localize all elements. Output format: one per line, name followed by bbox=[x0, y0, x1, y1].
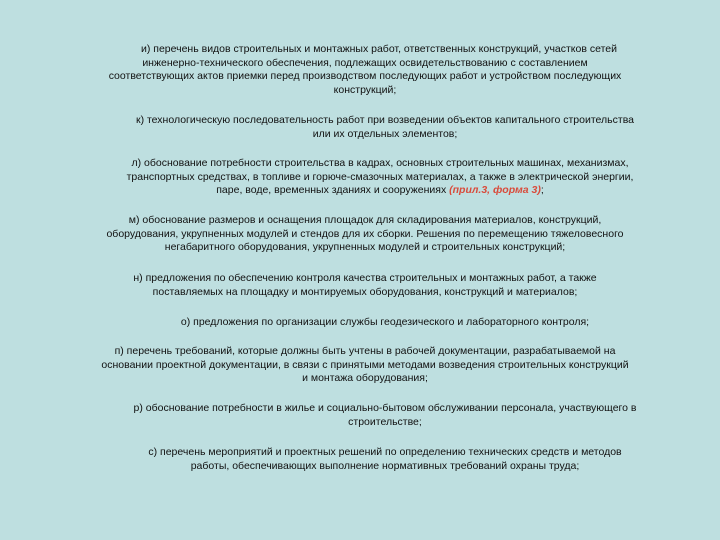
paragraph-line: к) технологическую последовательность работ при возведении объектов капитального строительства bbox=[135, 114, 634, 126]
paragraph-l bbox=[40, 157, 720, 198]
paragraph-line bbox=[40, 184, 720, 198]
paragraph-line: и) перечень видов строительных и монтажных работ, ответственных конструкций, участков сетей bbox=[140, 43, 617, 55]
paragraph-o bbox=[40, 316, 720, 330]
paragraph-line: соответствующих актов приемки перед производством последующих работ и устройством последующих bbox=[108, 70, 622, 83]
paragraph-line: негабаритного оборудования, укрупненных модулей и строительных конструкций; bbox=[164, 241, 566, 254]
paragraph-line: л) обоснование потребности строительства в кадрах, основных строительных машинах, механизмах, bbox=[131, 157, 629, 169]
paragraph-m bbox=[20, 214, 710, 255]
paragraph-line: п) перечень требований, которые должны быть учтены в рабочей документации, разрабатываемой на bbox=[114, 345, 616, 357]
paragraph-line: и монтажа оборудования; bbox=[302, 372, 428, 385]
paragraph-line: строительстве; bbox=[348, 415, 422, 428]
paragraph-line: работы, обеспечивающих выполнение нормативных требований охраны труда; bbox=[190, 459, 580, 472]
paragraph-line: о) предложения по организации службы геодезического и лабораторного контроля; bbox=[180, 316, 590, 328]
paragraph-line: транспортных средствах, в топливе и горюче-смазочных материалах, а также в электрической энергии, bbox=[126, 170, 634, 183]
paragraph-line: или их отдельных элементов; bbox=[312, 127, 458, 140]
paragraph-line: оборудования, укрупненных модулей и стендов для их сборки. Решения по перемещению тяжеловесного bbox=[106, 227, 624, 240]
line-text: паре, воде, временных зданиях и сооружениях bbox=[216, 184, 450, 197]
paragraph-n bbox=[40, 272, 690, 299]
paragraph-p bbox=[20, 345, 710, 386]
paragraph-line: н) предложения по обеспечению контроля качества строительных и монтажных работ, а также bbox=[133, 272, 597, 284]
line-text: ; bbox=[540, 184, 544, 197]
paragraph-s bbox=[40, 446, 720, 473]
paragraph-line: конструкций; bbox=[333, 83, 397, 96]
reference-link: (прил.3, форма 3) bbox=[449, 184, 541, 197]
paragraph-r bbox=[40, 402, 720, 429]
paragraph-line: с) перечень мероприятий и проектных решений по определению технических средств и методов bbox=[148, 446, 622, 458]
paragraph-line: поставляемых на площадку и монтируемых оборудования, конструкций и материалов; bbox=[152, 285, 578, 298]
paragraph-line: м) обоснование размеров и оснащения площадок для складирования материалов, конструкций, bbox=[128, 214, 602, 226]
paragraph-line: основании проектной документации, в связи с принятыми методами возведения строительных конструкций bbox=[101, 358, 629, 371]
paragraph-line: р) обоснование потребности в жилье и социально-бытовом обслуживании персонала, участвующего в bbox=[133, 402, 637, 414]
paragraph-i bbox=[40, 43, 690, 97]
paragraph-line: инженерно-технического обеспечения, подлежащих освидетельствованию с составлением bbox=[142, 56, 588, 69]
paragraph-k bbox=[40, 114, 720, 141]
